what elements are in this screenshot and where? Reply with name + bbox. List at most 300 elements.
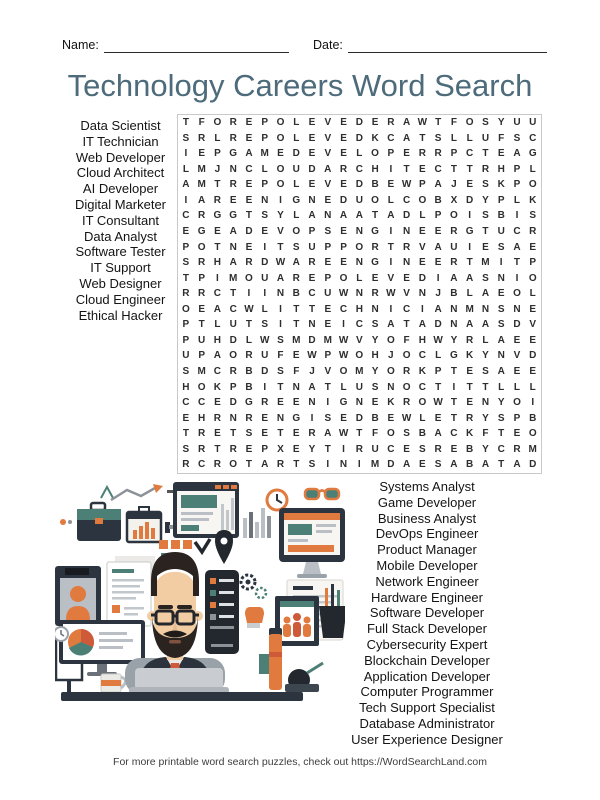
grid-letter: D — [434, 319, 442, 331]
grid-letter: C — [182, 397, 190, 409]
tech-collage-illustration — [55, 482, 345, 702]
grid-letter: W — [338, 334, 349, 346]
grid-row — [178, 380, 541, 396]
grid-letter: N — [229, 241, 237, 253]
grid-letter: I — [216, 272, 219, 284]
grid-letter: S — [482, 272, 489, 284]
grid-letter: I — [310, 412, 314, 424]
grid-letter: E — [529, 241, 537, 253]
grid-letter: W — [338, 428, 349, 440]
grid-letter: F — [277, 350, 284, 362]
grid-letter: R — [466, 412, 474, 424]
grid-letter: M — [197, 366, 206, 377]
grid-letter: L — [214, 132, 221, 144]
grid-letter: R — [229, 366, 237, 377]
grid-row — [178, 193, 541, 209]
grid-letter: E — [214, 428, 221, 440]
grid-letter: R — [308, 428, 316, 440]
grid-letter: D — [466, 194, 474, 206]
grid-letter: T — [450, 412, 457, 424]
grid-letter: A — [434, 303, 442, 315]
grid-letter: C — [434, 163, 442, 175]
grid-letter: E — [292, 350, 300, 362]
grid-letter: P — [513, 179, 521, 191]
grid-letter: O — [386, 366, 395, 377]
grid-letter: P — [308, 225, 316, 237]
grid-letter: E — [403, 148, 410, 160]
grid-letter: L — [466, 288, 473, 300]
grid-letter: P — [513, 163, 521, 175]
grid-letter: L — [529, 381, 536, 393]
grid-letter: L — [529, 288, 536, 300]
grid-letter: U — [371, 443, 379, 455]
grid-letter: E — [214, 225, 221, 237]
grid-letter: R — [245, 257, 253, 269]
grid-letter: N — [292, 381, 300, 393]
grid-letter: E — [340, 117, 347, 128]
grid-letter: A — [339, 210, 348, 222]
grid-letter: D — [355, 179, 363, 191]
grid-letter: L — [498, 381, 505, 393]
grid-letter: A — [513, 148, 521, 160]
grid-letter: E — [529, 366, 537, 377]
grid-letter: U — [497, 225, 505, 237]
grid-letter: K — [213, 381, 222, 393]
grid-letter: E — [450, 443, 458, 455]
grid-letter: E — [529, 303, 537, 315]
word-list-item: Software Developer — [369, 605, 485, 621]
grid-letter: O — [528, 428, 537, 440]
grid-letter: T — [277, 428, 284, 440]
word-list-item: Cybersecurity Expert — [366, 636, 488, 652]
grid-letter: P — [261, 117, 269, 128]
grid-letter: M — [370, 459, 380, 471]
grid-letter: E — [324, 319, 332, 331]
grid-letter: S — [324, 412, 332, 424]
grid-letter: I — [452, 381, 456, 393]
bird-icon — [195, 539, 210, 552]
grid-letter: W — [401, 412, 412, 424]
grid-letter: I — [357, 459, 361, 471]
grid-letter: P — [198, 272, 205, 284]
grid-letter: R — [434, 443, 442, 455]
grid-letter: A — [324, 428, 332, 440]
grid-letter: R — [229, 443, 237, 455]
grid-letter: A — [387, 210, 395, 222]
grid-letter: E — [198, 148, 205, 160]
grid-letter: W — [338, 350, 349, 362]
grid-letter: C — [387, 443, 395, 455]
word-list-item: Web Developer — [75, 149, 166, 165]
grid-letter: O — [276, 163, 285, 175]
grid-letter: R — [213, 412, 222, 424]
grid-letter: H — [213, 257, 222, 269]
grid-letter: M — [260, 148, 269, 160]
grid-letter: I — [184, 148, 188, 160]
grid-letter: L — [513, 194, 521, 206]
grid-letter: Y — [497, 117, 505, 128]
grid-letter: I — [468, 210, 472, 222]
grid-letter: E — [497, 288, 505, 300]
desktop-monitor-icon — [279, 508, 345, 578]
laptop — [129, 668, 229, 694]
grid-letter: G — [450, 350, 458, 362]
grid-letter: S — [261, 210, 269, 222]
word-list-item: Database Administrator — [359, 715, 495, 731]
grid-letter: E — [434, 225, 442, 237]
grid-letter: T — [419, 132, 426, 144]
grid-letter: I — [263, 381, 267, 393]
grid-letter: E — [371, 117, 379, 128]
grid-letter: N — [450, 303, 458, 315]
grid-letter: B — [450, 288, 458, 300]
grid-letter: P — [324, 272, 332, 284]
grid-letter: Y — [371, 334, 379, 346]
word-list-item: Software Tester — [75, 244, 166, 260]
grid-letter: G — [292, 412, 301, 424]
grid-row — [178, 317, 541, 333]
grid-letter: R — [261, 397, 269, 409]
grid-letter: R — [245, 350, 253, 362]
grid-letter: I — [515, 210, 519, 222]
grid-letter: A — [387, 319, 395, 331]
word-list-item: Game Developer — [377, 494, 477, 510]
grid-letter: E — [308, 148, 316, 160]
grid-letter: S — [419, 443, 426, 455]
grid-letter: G — [371, 257, 379, 269]
grid-letter: P — [387, 148, 395, 160]
grid-letter: A — [229, 225, 237, 237]
grid-letter: C — [513, 225, 521, 237]
grid-letter: S — [434, 132, 442, 144]
grid-letter: J — [388, 350, 394, 362]
grid-letter: K — [466, 428, 474, 440]
name-label: Name: — [62, 38, 99, 52]
grid-letter: R — [450, 257, 458, 269]
grid-row — [178, 146, 541, 162]
grid-letter: O — [229, 459, 238, 471]
tray-icon — [285, 684, 319, 692]
grid-letter: S — [482, 366, 489, 377]
grid-letter: E — [324, 194, 332, 206]
grid-letter: D — [513, 319, 521, 331]
grid-letter: I — [279, 194, 282, 206]
grid-letter: B — [245, 366, 253, 377]
grid-letter: A — [497, 334, 505, 346]
grid-row — [178, 162, 541, 178]
grid-letter: W — [259, 334, 270, 346]
grid-letter: I — [499, 257, 503, 269]
word-list-item: Systems Analyst — [379, 479, 475, 494]
grid-letter: B — [434, 194, 442, 206]
grid-letter: O — [465, 117, 474, 128]
grid-letter: R — [245, 412, 253, 424]
grid-row — [178, 457, 541, 473]
grid-letter: E — [198, 303, 205, 315]
grid-letter: P — [497, 194, 505, 206]
grid-letter: N — [308, 397, 316, 409]
grid-letter: N — [355, 397, 363, 409]
grid-letter: I — [515, 272, 519, 284]
grid-letter: E — [434, 412, 442, 424]
grid-letter: P — [529, 257, 537, 269]
grid-letter: T — [466, 381, 473, 393]
grid-letter: N — [229, 412, 237, 424]
grid-letter: O — [213, 117, 222, 128]
grid-letter: A — [308, 210, 316, 222]
grid-letter: V — [324, 148, 332, 160]
grid-letter: T — [277, 241, 284, 253]
grid-letter: G — [229, 210, 238, 222]
grid-letter: R — [308, 257, 316, 269]
grid-letter: D — [292, 148, 300, 160]
grid-letter: C — [355, 163, 363, 175]
grid-letter: E — [403, 443, 410, 455]
grid-letter: C — [198, 397, 206, 409]
word-list-item: IT Technician — [82, 133, 159, 149]
grid-letter: O — [276, 179, 285, 191]
grid-letter: U — [182, 350, 190, 362]
grid-letter: H — [182, 381, 190, 393]
grid-letter: P — [434, 210, 442, 222]
grid-letter: C — [182, 210, 190, 222]
grid-letter: M — [465, 303, 474, 315]
grid-letter: E — [466, 179, 473, 191]
grid-letter: E — [308, 179, 316, 191]
grid-letter: P — [513, 412, 521, 424]
word-list-item: Data Analyst — [84, 228, 157, 244]
date-blank-line — [348, 38, 547, 53]
grid-letter: O — [386, 334, 395, 346]
grid-letter: A — [418, 319, 426, 331]
gears-icon — [241, 575, 266, 598]
grid-letter: B — [497, 210, 505, 222]
grid-letter: I — [389, 257, 393, 269]
grid-letter: D — [339, 194, 348, 206]
grid-letter: E — [245, 194, 253, 206]
grid-letter: R — [198, 443, 206, 455]
grid-letter: D — [529, 459, 537, 471]
grid-letter: A — [324, 163, 332, 175]
grid-row — [178, 224, 541, 240]
grid-letter: O — [513, 288, 521, 300]
grid-letter: L — [261, 303, 268, 315]
grid-letter: N — [513, 303, 521, 315]
grid-letter: P — [182, 241, 190, 253]
grid-letter: R — [355, 443, 363, 455]
grid-letter: A — [434, 179, 442, 191]
grid-letter: E — [261, 225, 269, 237]
word-list-item: AI Developer — [82, 181, 159, 197]
grid-letter: W — [401, 179, 412, 191]
name-date-row — [0, 38, 600, 58]
grid-letter: T — [182, 117, 189, 128]
word-list-item: Tech Support Specialist — [359, 700, 495, 716]
grid-letter: S — [497, 319, 505, 331]
bar-chart-icon — [243, 508, 271, 538]
grid-letter: R — [182, 459, 190, 471]
grid-letter: R — [466, 334, 474, 346]
grid-letter: L — [261, 163, 268, 175]
grid-letter: F — [293, 366, 300, 377]
grid-letter: O — [418, 397, 427, 409]
grid-letter: H — [213, 334, 222, 346]
grid-letter: J — [309, 366, 315, 377]
grid-letter: R — [182, 288, 190, 300]
grid-letter: S — [497, 412, 505, 424]
grid-letter: E — [340, 225, 347, 237]
grid-letter: V — [355, 334, 363, 346]
grid-letter: B — [418, 428, 426, 440]
grid-letter: T — [450, 163, 457, 175]
grid-letter: I — [342, 319, 345, 331]
grid-row — [178, 364, 541, 380]
grid-letter: I — [389, 225, 393, 237]
grid-letter: N — [481, 397, 490, 409]
grid-letter: O — [418, 194, 427, 206]
grid-letter: Y — [497, 397, 505, 409]
grid-letter: T — [498, 428, 505, 440]
grid-letter: E — [513, 428, 521, 440]
grid-letter: R — [402, 241, 411, 253]
grid-letter: U — [355, 381, 363, 393]
grid-letter: E — [229, 194, 237, 206]
grid-letter: I — [247, 288, 251, 300]
grid-letter: W — [417, 117, 428, 128]
grid-letter: J — [451, 179, 457, 191]
grid-letter: T — [230, 428, 237, 440]
grid-letter: E — [482, 241, 489, 253]
grid-letter: O — [386, 428, 395, 440]
grid-letter: N — [402, 257, 411, 269]
grid-letter: T — [482, 225, 489, 237]
grid-letter: D — [402, 210, 411, 222]
grid-letter: E — [387, 179, 395, 191]
grid-letter: O — [229, 350, 238, 362]
word-list-item: Network Engineer — [375, 573, 479, 589]
grid-letter: E — [513, 366, 521, 377]
grid-letter: N — [229, 163, 237, 175]
grid-letter: M — [481, 257, 490, 269]
grid-letter: R — [292, 272, 300, 284]
grid-letter: N — [276, 288, 285, 300]
name-field — [62, 38, 289, 53]
grid-letter: K — [529, 194, 537, 206]
grid-letter: K — [466, 350, 474, 362]
grid-letter: E — [245, 241, 253, 253]
grid-letter: S — [182, 257, 190, 269]
grid-letter: S — [497, 241, 505, 253]
grid-letter: T — [182, 272, 189, 284]
grid-letter: G — [339, 397, 348, 409]
grid-letter: T — [324, 381, 331, 393]
grid-letter: R — [229, 179, 237, 191]
grid-letter: V — [513, 350, 521, 362]
grid-letter: E — [419, 459, 426, 471]
grid-letter: A — [402, 117, 411, 128]
grid-letter: I — [326, 459, 330, 471]
grid-row — [178, 131, 541, 147]
grid-letter: M — [292, 334, 301, 346]
grid-letter: G — [245, 397, 253, 409]
thermos-icon — [269, 628, 282, 690]
grid-letter: D — [387, 459, 395, 471]
grid-letter: K — [371, 132, 379, 144]
grid-letter: N — [481, 303, 490, 315]
grid-letter: A — [434, 241, 442, 253]
grid-letter: B — [292, 288, 300, 300]
grid-letter: L — [482, 334, 489, 346]
grid-letter: T — [198, 319, 205, 331]
word-list-item: Blockchain Developer — [364, 652, 490, 668]
grid-letter: A — [481, 319, 490, 331]
word-list-right — [327, 479, 527, 748]
grid-letter: N — [339, 459, 348, 471]
grid-letter: Y — [450, 334, 458, 346]
grid-letter: E — [371, 397, 379, 409]
grid-letter: B — [466, 443, 474, 455]
grid-letter: W — [386, 288, 396, 300]
browser-window-icon — [173, 482, 239, 538]
grid-letter: R — [418, 148, 426, 160]
word-list-item: DevOps Engineer — [375, 526, 479, 542]
grid-letter: T — [245, 459, 252, 471]
grid-letter: P — [229, 381, 237, 393]
grid-letter: E — [387, 412, 395, 424]
grid-letter: O — [355, 241, 364, 253]
grid-letter: S — [182, 443, 190, 455]
word-list-item: IT Consultant — [81, 212, 160, 228]
grid-letter: V — [387, 272, 395, 284]
grid-letter: U — [529, 117, 537, 128]
word-list-item: Cloud Engineer — [75, 291, 166, 307]
grid-letter: O — [197, 381, 206, 393]
grid-letter: S — [371, 381, 379, 393]
grid-row — [178, 177, 541, 193]
grid-row — [178, 302, 541, 318]
grid-letter: A — [402, 459, 411, 471]
grid-letter: T — [230, 288, 237, 300]
grid-letter: A — [481, 459, 490, 471]
grid-row — [178, 271, 541, 287]
grid-letter: I — [389, 303, 393, 315]
word-list-item: Business Analyst — [377, 510, 477, 526]
grid-letter: A — [513, 459, 521, 471]
grid-letter: L — [293, 179, 300, 191]
grid-letter: D — [261, 257, 269, 269]
word-list-item: Data Scientist — [80, 118, 161, 133]
grid-letter: W — [338, 288, 349, 300]
grid-letter: S — [482, 117, 489, 128]
grid-row — [178, 208, 541, 224]
grid-letter: O — [528, 179, 537, 191]
grid-letter: L — [466, 132, 473, 144]
grid-letter: O — [371, 148, 379, 160]
grid-letter: B — [466, 459, 474, 471]
word-list-item: Full Stack Developer — [367, 621, 487, 637]
grid-letter: T — [450, 397, 457, 409]
grid-letter: C — [418, 350, 426, 362]
grid-letter: E — [261, 412, 269, 424]
grid-letter: S — [403, 428, 410, 440]
grid-letter: R — [371, 241, 379, 253]
coffee-mug-icon — [101, 674, 126, 692]
grid-letter: T — [277, 381, 284, 393]
grid-letter: T — [214, 241, 221, 253]
grid-letter: H — [198, 412, 206, 424]
location-pin-icon — [215, 530, 233, 564]
word-list-item: Web Designer — [79, 275, 162, 291]
